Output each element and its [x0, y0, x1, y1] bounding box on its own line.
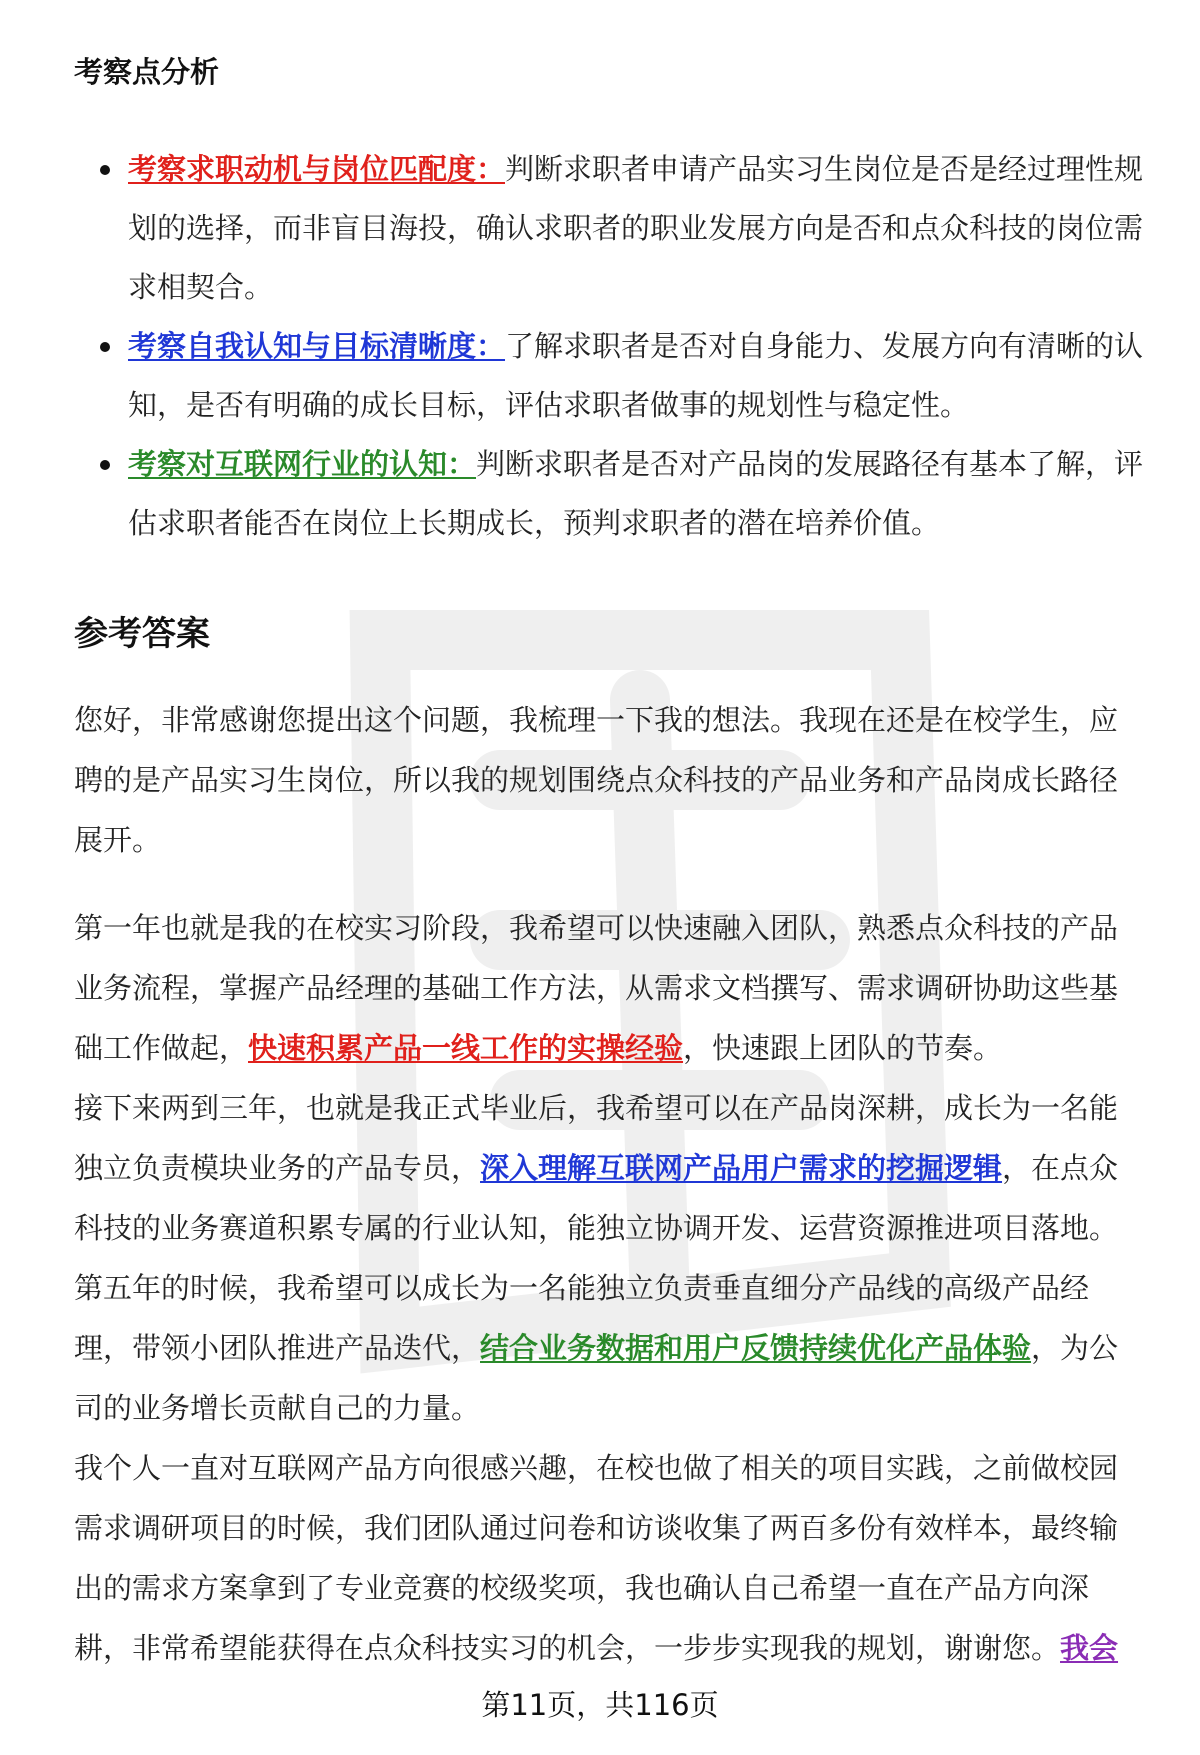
answer-paragraph-year-one [74, 898, 1144, 1078]
page-number: 第11页，共116页 [481, 1688, 719, 1722]
analysis-points-list [74, 140, 1144, 553]
highlight-text: 快速积累产品一线工作的实操经验 [248, 1031, 684, 1065]
bullet-icon [100, 460, 110, 470]
highlight-text: 深入理解互联网产品用户需求的挖掘逻辑 [480, 1151, 1003, 1185]
answer-paragraph-motivation [74, 1438, 1144, 1678]
answer-body [74, 690, 1144, 1678]
paragraph-text: ，在点众科技的业务赛道积累专属的行业认知，能独立协调开发、运营资源推进项目落地。 [74, 1151, 1119, 1245]
point-text: 判断求职者是否对产品岗的发展路径有基本了解，评估求职者能否在岗位上长期成长，预判求职者的潜在培养价值。 [128, 447, 1144, 540]
point-key: 考察自我认知与目标清晰度： [128, 329, 506, 363]
paragraph-text: ，为公司的业务增长贡献自己的力量。 [74, 1331, 1119, 1425]
paragraph-text: 第一年也就是我的在校实习阶段，我希望可以快速融入团队，熟悉点众科技的产品业务流程，掌握产品经理的基础工作方法，从需求文档撰写、需求调研协助这些基础工作做起， [74, 911, 1119, 1065]
list-item [74, 317, 1144, 435]
answer-paragraph-years-two-three [74, 1078, 1144, 1258]
list-item [74, 435, 1144, 553]
paragraph-text: 我个人一直对互联网产品方向很感兴趣，在校也做了相关的项目实践，之前做校园需求调研项目的时候，我们团队通过问卷和访谈收集了两百多份有效样本，最终输出的需求方案拿到了专业竞赛的校级奖项，我也确认自己希望一直在产品方向深耕，非常希望能获得在点众科技实习的机会，一步步实现我的规划，谢谢您。 [74, 1451, 1119, 1665]
answer-paragraph-intro: 您好，非常感谢您提出这个问题，我梳理一下我的想法。我现在还是在校学生，应聘的是产品实习生岗位，所以我的规划围绕点众科技的产品业务和产品岗成长路径展开。 [74, 703, 1119, 857]
answer-heading: 参考答案 [74, 614, 210, 654]
paragraph-text: 接下来两到三年，也就是我正式毕业后，我希望可以在产品岗深耕，成长为一名能独立负责模块业务的产品专员， [74, 1091, 1119, 1185]
point-key: 考察对互联网行业的认知： [128, 447, 477, 481]
point-key: 考察求职动机与岗位匹配度： [128, 152, 506, 186]
analysis-heading: 考察点分析 [74, 55, 220, 89]
list-item [74, 140, 1144, 317]
bullet-icon [100, 342, 110, 352]
highlight-text: 结合业务数据和用户反馈持续优化产品体验 [480, 1331, 1032, 1365]
point-text: 判断求职者申请产品实习生岗位是否是经过理性规划的选择，而非盲目海投，确认求职者的职业发展方向是否和点众科技的岗位需求相契合。 [128, 152, 1144, 304]
highlight-text: 我会 [1060, 1631, 1119, 1665]
bullet-icon [100, 165, 110, 175]
paragraph-text: ，快速跟上团队的节奏。 [683, 1031, 1003, 1065]
answer-paragraph-year-five [74, 1258, 1144, 1438]
paragraph-text: 第五年的时候，我希望可以成长为一名能独立负责垂直细分产品线的高级产品经理，带领小团队推进产品迭代， [74, 1271, 1090, 1365]
point-text: 了解求职者是否对自身能力、发展方向有清晰的认知，是否有明确的成长目标，评估求职者做事的规划性与稳定性。 [128, 329, 1144, 422]
